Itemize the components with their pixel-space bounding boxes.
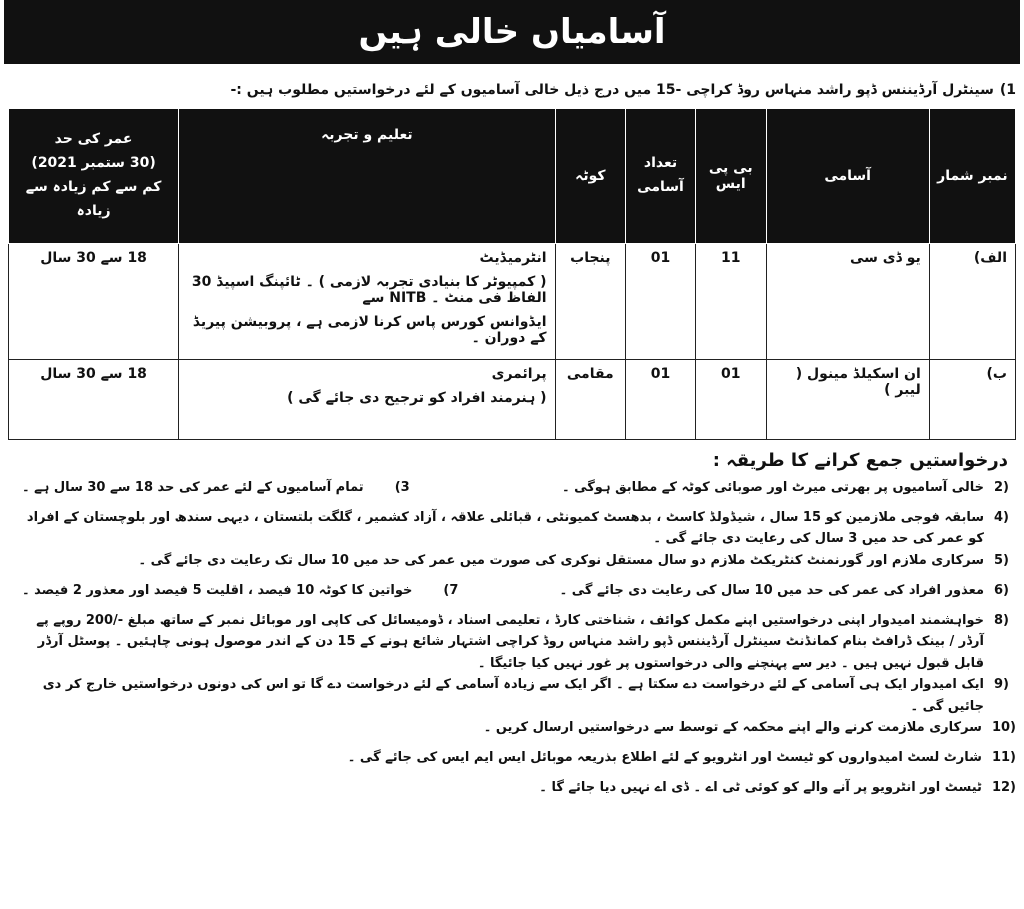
row-education bbox=[179, 244, 555, 360]
list-item bbox=[22, 507, 1016, 550]
list-item bbox=[22, 777, 1016, 807]
row-serial: ب) bbox=[929, 360, 1015, 440]
row-serial: الف) bbox=[929, 244, 1015, 360]
rule-text: سابقہ فوجی ملازمین کو 15 سال ، شیڈولڈ کاسٹ ، بدھسٹ کمیونٹی ، قبائلی علاقہ ، آزاد کشمیر ، گلگت بلتستان ، دیہی سندھ اور بلوچستان کے افراد کو عمر کی حد میں 3 سال کی رعایت دی جائے گی ۔ bbox=[26, 510, 984, 547]
header-age-line2: (30 ستمبر 2021) bbox=[31, 155, 156, 172]
rule-number: 5) bbox=[994, 552, 1009, 568]
row-education-line1: پرائمری bbox=[491, 366, 547, 382]
rule-number: 10) bbox=[991, 720, 1016, 736]
list-item bbox=[22, 610, 1016, 674]
row-count: 01 bbox=[626, 360, 696, 440]
posts-table bbox=[8, 108, 1016, 440]
header-education: تعلیم و تجربہ bbox=[179, 109, 555, 244]
rule-text: ٹیسٹ اور انٹرویو پر آنے والے کو کوئی ٹی اے ۔ ڈی اے نہیں دیا جائے گا ۔ bbox=[539, 780, 982, 796]
rule-text: سرکاری ملازمت کرنے والے اپنے محکمہ کے توسط سے درخواستیں ارسال کریں ۔ bbox=[483, 720, 982, 736]
header-quota: کوٹہ bbox=[555, 109, 625, 244]
row-education bbox=[179, 360, 555, 440]
rule-number: 8) bbox=[994, 612, 1009, 628]
list-item bbox=[22, 580, 1016, 610]
row-education-line2: ( ہنرمند افراد کو ترجیح دی جائے گی ) bbox=[287, 390, 547, 406]
list-item bbox=[22, 747, 1016, 777]
section-title: درخواستیں جمع کرانے کا طریقہ : bbox=[712, 450, 1008, 471]
rule-number: 12) bbox=[991, 780, 1016, 796]
rule-text: معذور افراد کی عمر کی حد میں 10 سال کی رعایت دی جائے گی ۔ bbox=[559, 582, 984, 598]
rule-text: ایک امیدوار ایک ہی آسامی کے لئے درخواست دے سکتا ہے ۔ اگر ایک سے زیادہ آسامی کے لئے درخواست دے گا تو اس کی دونوں درخواستیں خارج کر دی جائیں گی ۔ bbox=[42, 677, 984, 714]
rule-text: تمام آسامیوں کے لئے عمر کی حد 18 سے 30 سال ہے ۔ bbox=[22, 480, 364, 495]
header-count-line1: تعداد bbox=[643, 155, 678, 172]
row-count: 01 bbox=[626, 244, 696, 360]
row-post: ان اسکیلڈ مینول ( لیبر ) bbox=[766, 360, 929, 440]
row-quota: پنجاب bbox=[555, 244, 625, 360]
header-count-line2: آسامی bbox=[637, 179, 684, 195]
list-item bbox=[22, 674, 1016, 717]
rule-text: سرکاری ملازم اور گورنمنٹ کنٹریکٹ ملازم دو سال مستقل نوکری کی صورت میں عمر کی حد میں 10 سال تک رعایت دی جائے گی ۔ bbox=[138, 552, 984, 568]
rule-text: خواتین کا کوٹہ 10 فیصد ، اقلیت 5 فیصد اور معذور 2 فیصد ۔ bbox=[22, 582, 413, 598]
intro-line bbox=[4, 64, 1020, 108]
header-age-line1: عمر کی حد bbox=[54, 131, 133, 148]
table-row bbox=[9, 360, 1016, 440]
rule-number: 3) bbox=[394, 480, 410, 495]
row-post: یو ڈی سی bbox=[766, 244, 929, 360]
list-item bbox=[22, 477, 1016, 507]
row-quota: مقامی bbox=[555, 360, 625, 440]
rule-text: خالی آسامیوں پر بھرتی میرٹ اور صوبائی کوٹہ کے مطابق ہوگی ۔ bbox=[561, 480, 984, 495]
list-item bbox=[22, 717, 1016, 747]
rules-list bbox=[4, 477, 1020, 807]
rule-number: 11) bbox=[991, 750, 1016, 766]
rule-text: خواہشمند امیدوار اپنی درخواستیں اپنے مکمل کوائف ، شناختی کارڈ ، تعلیمی اسناد ، ڈومیسائل کی کاپی اور موبائل نمبر کے ساتھ مبلغ -/200 روپے پے آرڈر / بینک ڈرافٹ بنام کمانڈنٹ سینٹرل آرڈیننس ڈپو راشد منہاس روڈ کراچی اشتہار شائع ہونے کے 15 دن کے اندر موصول ہونی چاہئیں ۔ پوسٹل آرڈر قابل قبول نہیں ہیں ۔ دیر سے پہنچنے والی درخواستوں پر غور نہیں کیا جائیگا ۔ bbox=[36, 612, 984, 671]
header-age bbox=[9, 109, 179, 244]
rule-number: 4) bbox=[994, 510, 1009, 525]
rule-number: 9) bbox=[994, 677, 1009, 693]
rule-text: شارٹ لسٹ امیدواروں کو ٹیسٹ اور انٹرویو کے لئے اطلاع بذریعہ موبائل ایس ایم ایس کی جائے گی ۔ bbox=[347, 750, 982, 766]
row-education-line2: ( کمپیوٹر کا بنیادی تجربہ لازمی ) ۔ ٹائپنگ اسپیڈ 30 الفاظ فی منٹ ۔ NITB سے bbox=[191, 274, 547, 306]
list-item bbox=[22, 550, 1016, 580]
header-bps: بی پی ایس bbox=[695, 109, 766, 244]
row-education-line1: انٹرمیڈیٹ bbox=[479, 250, 547, 266]
header-age-line3: کم سے کم زیادہ سے زیادہ bbox=[25, 179, 162, 219]
row-bps: 11 bbox=[695, 244, 766, 360]
rule-number: 7) bbox=[443, 582, 459, 598]
row-age: 18 سے 30 سال bbox=[9, 360, 179, 440]
row-age: 18 سے 30 سال bbox=[9, 244, 179, 360]
intro-number: 1) bbox=[999, 82, 1016, 98]
intro-text: سینٹرل آرڈیننس ڈپو راشد منہاس روڈ کراچی -15 میں درج ذیل خالی آسامیوں کے لئے درخواستیں مطلوب ہیں :- bbox=[230, 82, 994, 98]
header-post: آسامی bbox=[766, 109, 929, 244]
row-bps: 01 bbox=[695, 360, 766, 440]
header-serial: نمبر شمار bbox=[929, 109, 1015, 244]
rule-number: 2) bbox=[994, 480, 1009, 495]
table-header-row bbox=[9, 109, 1016, 244]
row-education-line3: ایڈوانس کورس پاس کرنا لازمی ہے ، پروبیشن پیریڈ کے دوران ۔ bbox=[192, 314, 547, 346]
table-row bbox=[9, 244, 1016, 360]
banner-title: آسامیاں خالی ہیں bbox=[4, 0, 1020, 64]
header-count bbox=[626, 109, 696, 244]
rule-number: 6) bbox=[994, 582, 1009, 598]
